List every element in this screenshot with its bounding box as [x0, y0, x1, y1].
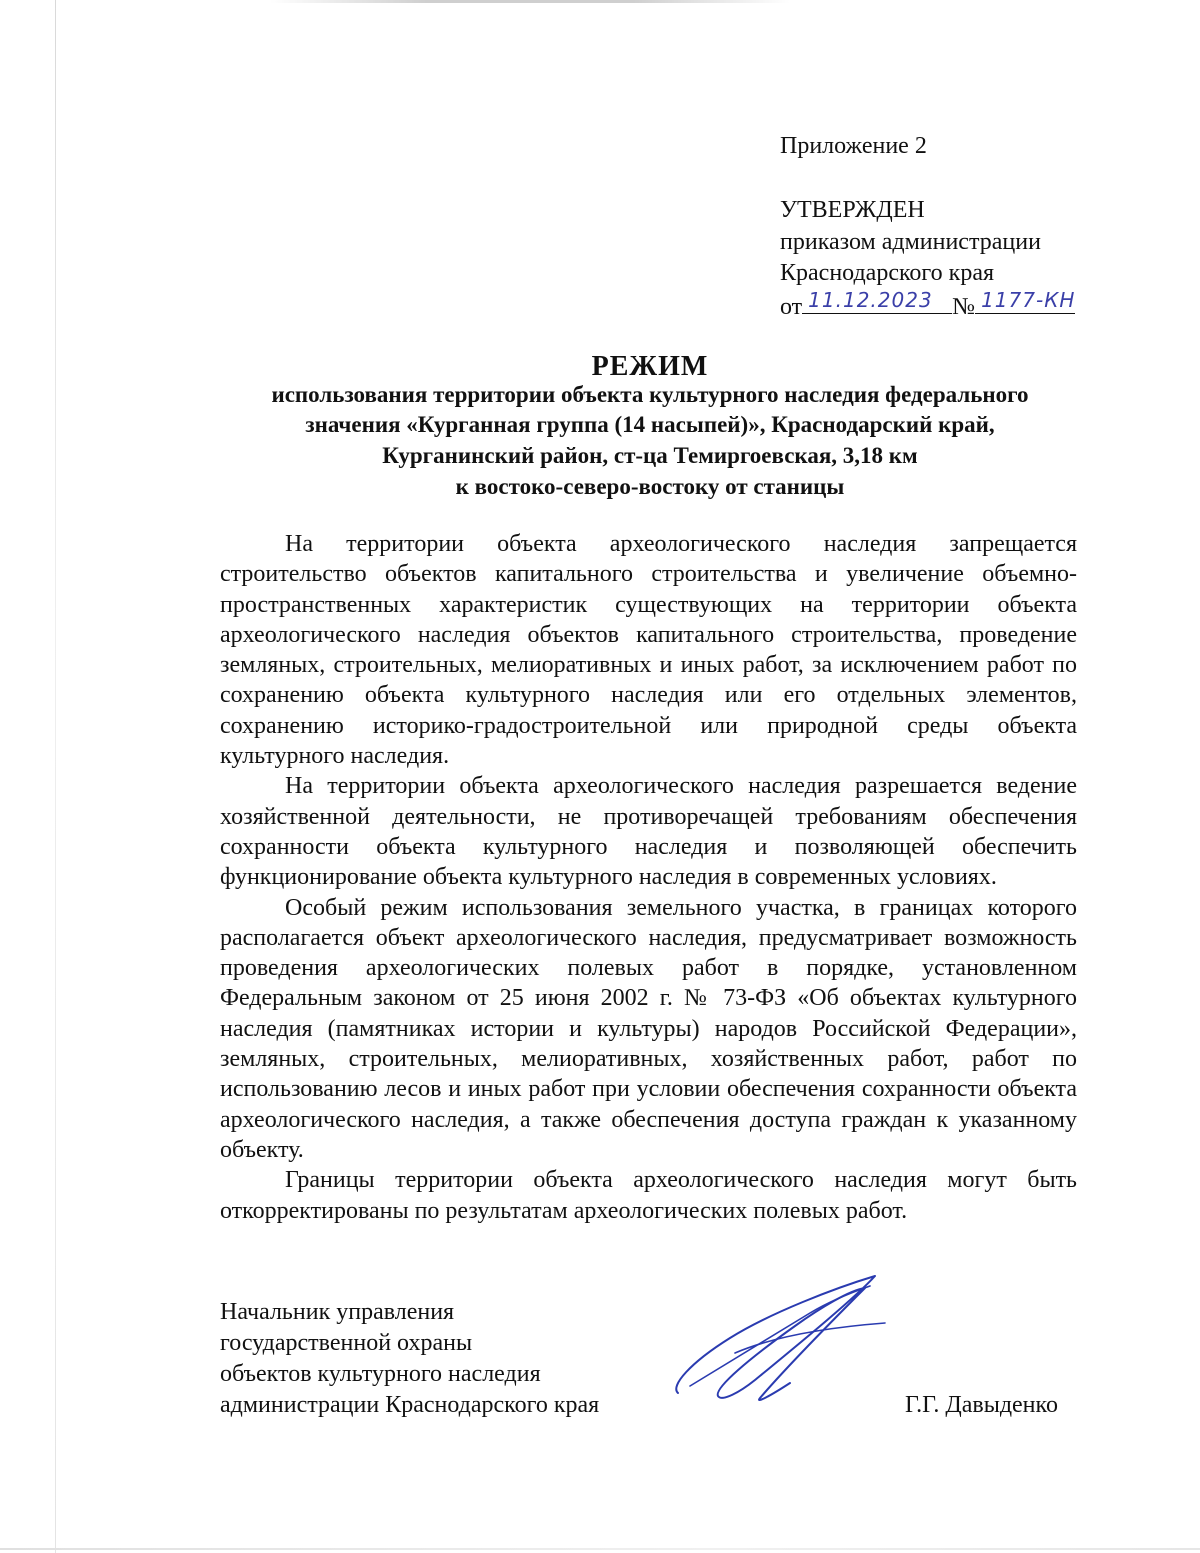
signer-name: Г.Г. Давыденко — [905, 1392, 1058, 1418]
document-title: РЕЖИМ — [591, 351, 709, 382]
signer-position — [220, 1297, 599, 1421]
paragraph-boundaries: Границы территории объекта археологического наследия могут быть откорректированы по результатам археологических полевых работ. — [220, 1167, 1077, 1224]
order-date: 11.12.2023 — [808, 288, 933, 312]
paragraph-prohibition: На территории объекта археологического наследия запрещается строительство объектов капитального строительства и увеличение объемно-пространственных характеристик существующих на территории объекта археологического наследия объектов капитального строительства, проведение земляных, строительных, мелиоративных и иных работ, за исключением работ по сохранению объекта культурного наследия или его отдельных элементов, сохранению историко-градостроительной или природной среды объекта культурного наследия. — [220, 531, 1077, 770]
date-blank — [802, 289, 952, 314]
signer-position-line: объектов культурного наследия — [220, 1361, 541, 1387]
order-date-number-line — [780, 289, 1075, 322]
approved-region: Краснодарского края — [780, 260, 995, 286]
signer-position-line: администрации Краснодарского края — [220, 1392, 600, 1418]
approved-by-order: приказом администрации — [780, 229, 1041, 255]
title-line-1: использования территории объекта культурного наследия федерального — [271, 382, 1029, 407]
title-line-3: Курганинский район, ст-ца Темиргоевская, 3,18 км — [382, 443, 918, 468]
handwritten-signature — [660, 1268, 900, 1428]
scan-edge-bottom — [0, 1548, 1200, 1550]
signer-position-line: Начальник управления — [220, 1299, 455, 1325]
title-line-4: к востоко-северо-востоку от станицы — [455, 474, 845, 499]
signer-position-line: государственной охраны — [220, 1330, 473, 1356]
approved-label: УТВЕРЖДЕН — [780, 197, 925, 223]
number-blank — [975, 289, 1075, 314]
from-prefix: от — [780, 294, 803, 320]
number-prefix: № — [952, 294, 976, 320]
paragraph-permission: На территории объекта археологического наследия разрешается ведение хозяйственной деятельности, не противоречащей требованиям обеспечения сохранности объекта культурного наследия и позволяющей обеспечить функционирование объекта культурного наследия в современных условиях. — [220, 773, 1077, 891]
scan-edge-left — [55, 0, 56, 1553]
title-line-2: значения «Курганная группа (14 насыпей)», Краснодарский край, — [305, 412, 995, 437]
paragraph-special-regime: Особый режим использования земельного участка, в границах которого располагается объект археологического наследия, предусматривает возможность проведения археологических полевых работ в порядке, установленном Федеральным законом от 25 июня 2002 г. № 73-ФЗ «Об объектах культурного наследия (памятниках истории и культуры) народов Российской Федерации», земляных, строительных, мелиоративных, хозяйственных работ, работ по использованию лесов и иных работ при условии обеспечения сохранности объекта археологического наследия, а также обеспечения доступа граждан к указанному объекту. — [220, 894, 1077, 1163]
appendix-label: Приложение 2 — [780, 133, 927, 159]
order-number: 1177-КН — [981, 288, 1076, 312]
document-body — [220, 529, 1077, 1226]
scan-edge-top — [270, 0, 790, 3]
